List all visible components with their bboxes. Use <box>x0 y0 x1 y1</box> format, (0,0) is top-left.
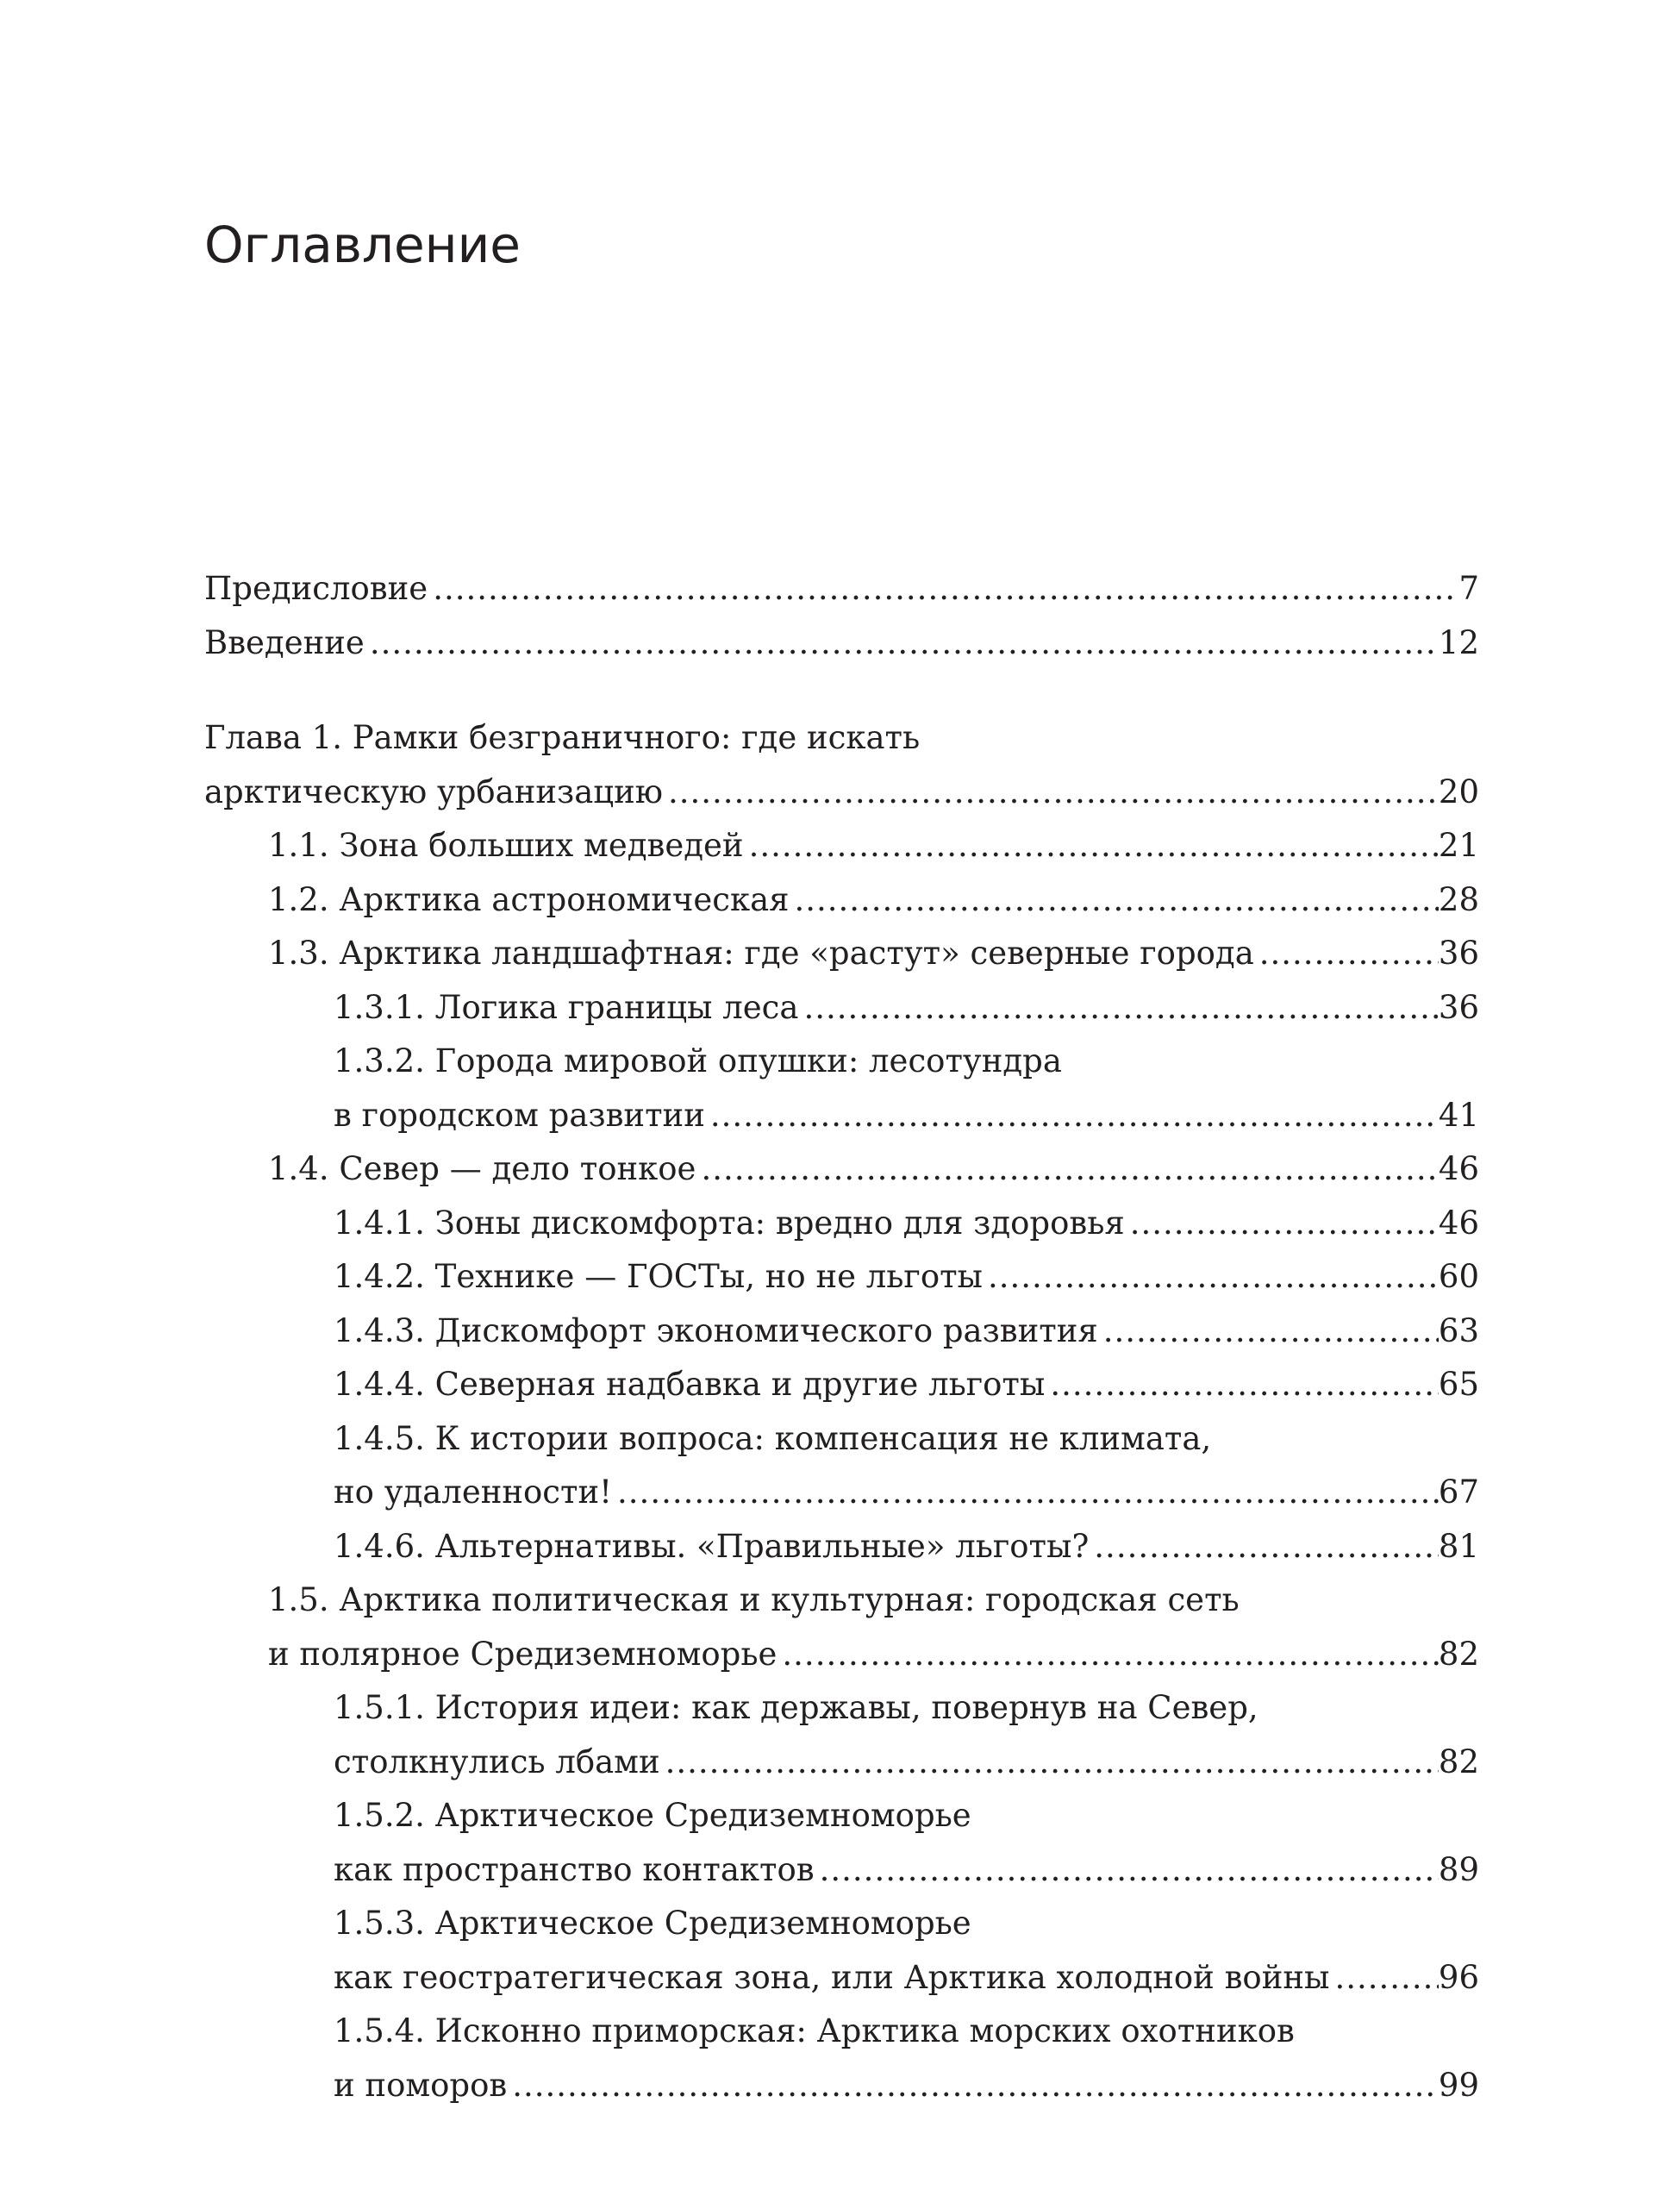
toc-entry[interactable] <box>204 1520 1479 1574</box>
dot-leader <box>1045 1358 1439 1412</box>
dot-leader <box>1098 1305 1439 1359</box>
toc-entry[interactable] <box>204 819 1479 873</box>
toc-page-number: 81 <box>1438 1527 1479 1565</box>
toc-entry[interactable] <box>204 1197 1479 1251</box>
toc-entry-line <box>334 1736 1479 1790</box>
toc-page-number: 63 <box>1438 1311 1479 1349</box>
table-of-contents <box>204 562 1479 2112</box>
toc-entry[interactable] <box>204 1897 1479 2005</box>
toc-entry[interactable] <box>204 1250 1479 1305</box>
dot-leader <box>1254 927 1439 981</box>
toc-entry-title: 1.1. Зона больших медведей <box>268 827 744 864</box>
dot-leader <box>1089 1520 1439 1574</box>
toc-entry[interactable] <box>204 1142 1479 1197</box>
toc-entry-title: 1.4.4. Северная надбавка и другие льготы <box>334 1366 1046 1403</box>
toc-entry-title: столкнулись лбами <box>334 1743 660 1780</box>
toc-entry-line <box>268 1628 1479 1682</box>
dot-leader <box>1125 1197 1439 1251</box>
toc-page-number: 12 <box>1438 623 1479 661</box>
toc-page-number: 7 <box>1458 570 1479 607</box>
toc-entry[interactable] <box>204 1305 1479 1359</box>
page-title: Оглавление <box>204 216 521 274</box>
toc-entry-line <box>334 1197 1479 1251</box>
toc-entry-title: и полярное Средиземноморье <box>268 1635 778 1673</box>
toc-page-number: 21 <box>1438 827 1479 864</box>
toc-entry-line <box>334 1520 1479 1574</box>
toc-entry[interactable] <box>204 711 1479 819</box>
dot-leader <box>612 1466 1439 1520</box>
toc-entry-line <box>204 616 1479 671</box>
toc-entry-title: как пространство контактов <box>334 1850 815 1888</box>
dot-leader <box>365 616 1439 671</box>
dot-leader <box>705 1089 1439 1143</box>
toc-entry-title: 1.4.6. Альтернативы. «Правильные» льготы? <box>334 1527 1090 1565</box>
toc-page-number: 46 <box>1438 1150 1479 1187</box>
toc-entry-title: 1.4.3. Дискомфорт экономического развития <box>334 1311 1098 1349</box>
dot-leader <box>507 2059 1439 2113</box>
toc-entry-title: 1.3.1. Логика границы леса <box>334 988 799 1026</box>
dot-leader <box>983 1250 1439 1305</box>
toc-page-number: 46 <box>1438 1204 1479 1242</box>
toc-entry[interactable] <box>204 562 1479 616</box>
toc-entry-title: 1.4.1. Зоны дискомфорта: вредно для здоровья <box>334 1204 1125 1242</box>
toc-entry-title-line: 1.4.5. К истории вопроса: компенсация не климата, <box>334 1419 1212 1457</box>
dot-leader <box>777 1628 1439 1682</box>
toc-page-number: 96 <box>1438 1958 1479 1996</box>
toc-entry-line <box>334 1358 1479 1412</box>
toc-entry-title-line: 1.5. Арктика политическая и культурная: городская сеть <box>268 1581 1240 1618</box>
toc-page-number: 20 <box>1438 773 1479 810</box>
toc-entry-line <box>334 1089 1479 1143</box>
toc-entry[interactable] <box>204 981 1479 1036</box>
toc-entry-line <box>334 1305 1479 1359</box>
dot-leader <box>428 562 1458 616</box>
toc-page-number: 89 <box>1438 1850 1479 1888</box>
toc-entry-line <box>268 927 1479 981</box>
toc-entry-line <box>334 1951 1479 2005</box>
toc-entry-title-line: 1.5.1. История идеи: как державы, повернув на Север, <box>334 1689 1258 1726</box>
dot-leader <box>798 981 1438 1036</box>
toc-entry-title-line: Глава 1. Рамки безграничного: где искать <box>204 719 921 756</box>
dot-leader <box>789 873 1438 928</box>
toc-entry-title: но удаленности! <box>334 1474 613 1511</box>
toc-entry-line <box>334 1843 1479 1898</box>
toc-entry-title: в городском развитии <box>334 1096 705 1134</box>
toc-entry-line <box>268 873 1479 928</box>
toc-page-number: 82 <box>1438 1743 1479 1780</box>
toc-page-number: 67 <box>1438 1474 1479 1511</box>
dot-leader <box>663 766 1439 820</box>
toc-entry-line <box>268 819 1479 873</box>
toc-page-number: 41 <box>1438 1096 1479 1134</box>
toc-entry[interactable] <box>204 1412 1479 1520</box>
dot-leader <box>815 1843 1439 1898</box>
dot-leader <box>696 1142 1438 1197</box>
toc-entry-title: 1.4. Север — дело тонкое <box>268 1150 696 1187</box>
toc-entry-title: 1.3. Арктика ландшафтная: где «растут» северные города <box>268 935 1254 972</box>
toc-entry-title-line: 1.5.3. Арктическое Средиземноморье <box>334 1905 971 1942</box>
toc-page-number: 60 <box>1438 1258 1479 1295</box>
toc-page-number: 82 <box>1438 1635 1479 1673</box>
toc-entry[interactable] <box>204 927 1479 981</box>
toc-entry-title: арктическую урбанизацию <box>204 773 663 810</box>
toc-entry-line <box>334 2059 1479 2113</box>
toc-entry-line <box>204 766 1479 820</box>
dot-leader <box>1329 1951 1438 2005</box>
toc-entry[interactable] <box>204 1574 1479 1681</box>
toc-entry-title: 1.2. Арктика астрономическая <box>268 880 790 918</box>
toc-page-number: 36 <box>1438 935 1479 972</box>
toc-page-number: 99 <box>1438 2066 1479 2104</box>
toc-entry-title: как геостратегическая зона, или Арктика холодной войны <box>334 1958 1330 1996</box>
toc-entry[interactable] <box>204 1035 1479 1142</box>
toc-entry[interactable] <box>204 1681 1479 1789</box>
toc-entry[interactable] <box>204 1358 1479 1412</box>
toc-page-number: 36 <box>1438 988 1479 1026</box>
toc-entry[interactable] <box>204 1789 1479 1897</box>
toc-entry-title: Предисловие <box>204 570 428 607</box>
toc-entry-line <box>334 1466 1479 1520</box>
toc-entry[interactable] <box>204 873 1479 928</box>
toc-entry-title: и поморов <box>334 2066 508 2104</box>
toc-entry-line <box>204 562 1479 616</box>
toc-entry-line <box>334 1250 1479 1305</box>
toc-entry[interactable] <box>204 2005 1479 2112</box>
toc-page-number: 28 <box>1438 880 1479 918</box>
dot-leader <box>744 819 1439 873</box>
toc-entry-line <box>334 981 1479 1036</box>
toc-entry-title: Введение <box>204 623 365 661</box>
dot-leader <box>660 1736 1439 1790</box>
toc-entry-line <box>268 1142 1479 1197</box>
toc-entry-title: 1.4.2. Технике — ГОСТы, но не льготы <box>334 1258 984 1295</box>
toc-entry[interactable] <box>204 616 1479 671</box>
toc-entry-title-line: 1.5.4. Исконно приморская: Арктика морских охотников <box>334 2012 1295 2049</box>
toc-entry-title-line: 1.5.2. Арктическое Средиземноморье <box>334 1797 971 1834</box>
toc-page-number: 65 <box>1438 1366 1479 1403</box>
toc-entry-title-line: 1.3.2. Города мировой опушки: лесотундра <box>334 1042 1062 1079</box>
